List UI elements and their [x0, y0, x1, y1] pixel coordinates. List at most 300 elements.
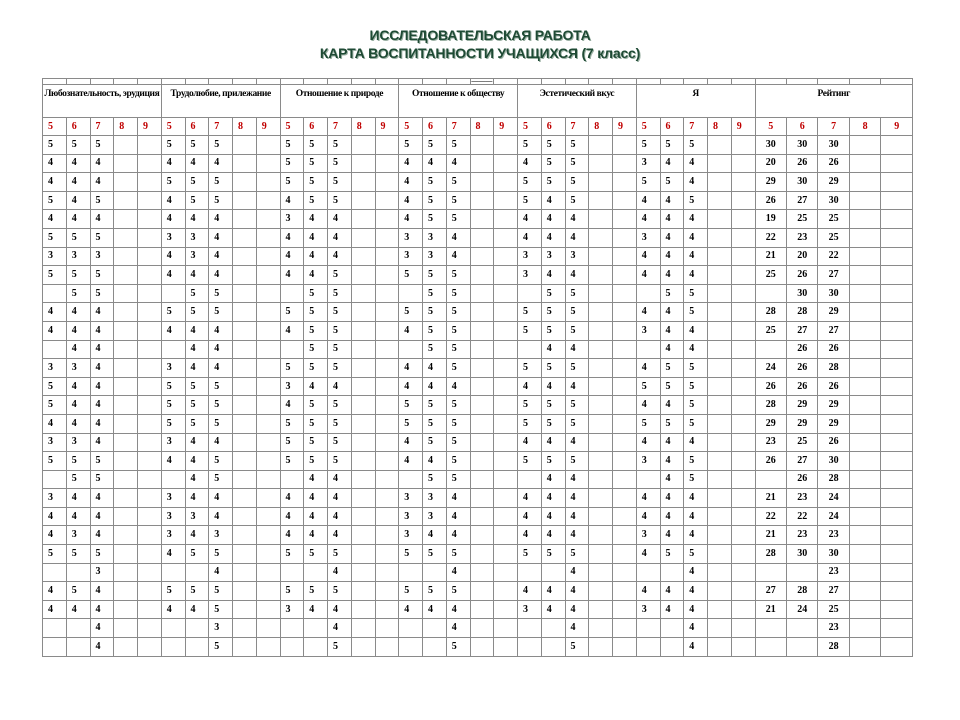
score-cell: 27: [755, 582, 786, 601]
score-cell: 5: [90, 191, 114, 210]
score-cell: 30: [818, 452, 849, 471]
score-cell: [114, 619, 138, 638]
score-cell: 3: [66, 433, 90, 452]
score-cell: 23: [818, 563, 849, 582]
score-cell: [755, 470, 786, 489]
score-cell: 5: [446, 340, 470, 359]
score-cell: [423, 563, 447, 582]
score-cell: 5: [209, 191, 233, 210]
score-cell: 3: [636, 600, 660, 619]
score-cell: [541, 619, 565, 638]
score-cell: [881, 136, 913, 155]
score-cell: 4: [684, 582, 708, 601]
grade-header-cell: 7: [565, 118, 589, 136]
score-cell: [470, 582, 494, 601]
score-cell: 21: [755, 526, 786, 545]
score-cell: 5: [446, 414, 470, 433]
score-cell: 4: [161, 210, 185, 229]
score-cell: [351, 359, 375, 378]
score-cell: [708, 433, 732, 452]
score-cell: [351, 191, 375, 210]
score-cell: 4: [565, 526, 589, 545]
score-cell: [494, 489, 518, 508]
score-cell: [280, 470, 304, 489]
score-cell: 28: [818, 638, 849, 657]
score-cell: [881, 359, 913, 378]
score-cell: 4: [328, 507, 352, 526]
score-cell: 19: [755, 210, 786, 229]
score-cell: 24: [818, 507, 849, 526]
score-cell: [613, 470, 637, 489]
score-cell: [233, 545, 257, 564]
score-cell: 4: [684, 247, 708, 266]
score-cell: 4: [541, 600, 565, 619]
score-cell: 4: [660, 228, 684, 247]
score-cell: 4: [399, 600, 423, 619]
score-cell: [351, 470, 375, 489]
score-cell: 4: [541, 489, 565, 508]
score-cell: [351, 340, 375, 359]
score-cell: 5: [684, 377, 708, 396]
score-cell: [470, 340, 494, 359]
score-cell: 5: [90, 136, 114, 155]
score-cell: [881, 452, 913, 471]
score-cell: [518, 638, 542, 657]
score-cell: [114, 526, 138, 545]
score-cell: 4: [328, 600, 352, 619]
score-cell: 5: [399, 582, 423, 601]
score-cell: 5: [209, 638, 233, 657]
category-header: Эстетический вкус: [518, 85, 637, 118]
score-cell: 4: [66, 396, 90, 415]
score-cell: 4: [43, 154, 67, 173]
score-cell: [114, 228, 138, 247]
score-cell: [233, 136, 257, 155]
score-cell: 5: [541, 154, 565, 173]
score-cell: [161, 619, 185, 638]
score-cell: 5: [660, 284, 684, 303]
score-cell: 4: [541, 433, 565, 452]
grade-header-cell: 7: [90, 118, 114, 136]
grade-header-cell: 6: [185, 118, 209, 136]
score-cell: 4: [423, 452, 447, 471]
score-cell: 5: [399, 136, 423, 155]
score-cell: 4: [399, 210, 423, 229]
score-cell: [613, 582, 637, 601]
score-cell: [589, 228, 613, 247]
score-cell: [351, 452, 375, 471]
score-cell: 4: [185, 433, 209, 452]
score-cell: [755, 619, 786, 638]
score-cell: 5: [518, 321, 542, 340]
score-cell: [114, 377, 138, 396]
upbringing-map-table: [42, 78, 913, 657]
score-cell: [256, 173, 280, 192]
score-cell: [470, 284, 494, 303]
score-cell: 29: [786, 414, 817, 433]
score-cell: 5: [518, 303, 542, 322]
score-cell: 4: [541, 582, 565, 601]
score-cell: [786, 563, 817, 582]
score-cell: [114, 638, 138, 657]
score-cell: [613, 452, 637, 471]
top-mark: ———: [471, 78, 493, 85]
score-cell: [518, 563, 542, 582]
score-cell: 5: [423, 433, 447, 452]
score-cell: 4: [304, 470, 328, 489]
score-cell: 5: [328, 638, 352, 657]
score-cell: 3: [209, 619, 233, 638]
score-cell: 29: [786, 396, 817, 415]
score-cell: 5: [446, 359, 470, 378]
score-cell: 25: [786, 210, 817, 229]
score-cell: 22: [786, 507, 817, 526]
score-cell: [881, 600, 913, 619]
table-row: [43, 340, 913, 359]
score-cell: 26: [818, 433, 849, 452]
score-cell: [731, 489, 755, 508]
score-cell: [161, 284, 185, 303]
score-cell: [731, 340, 755, 359]
score-cell: 4: [209, 433, 233, 452]
score-cell: 4: [446, 507, 470, 526]
score-cell: 25: [818, 228, 849, 247]
score-cell: 4: [43, 600, 67, 619]
score-cell: [233, 210, 257, 229]
score-cell: 3: [541, 247, 565, 266]
score-cell: 3: [66, 526, 90, 545]
score-cell: 4: [90, 414, 114, 433]
grade-header-cell: 8: [589, 118, 613, 136]
table-row: [43, 600, 913, 619]
score-cell: 3: [636, 526, 660, 545]
score-cell: 25: [786, 433, 817, 452]
score-cell: 4: [90, 359, 114, 378]
score-cell: 5: [423, 414, 447, 433]
score-cell: [233, 507, 257, 526]
score-cell: [589, 284, 613, 303]
score-cell: [494, 600, 518, 619]
score-cell: [589, 507, 613, 526]
score-cell: [849, 489, 880, 508]
score-cell: 5: [684, 396, 708, 415]
score-cell: 4: [565, 507, 589, 526]
score-cell: [849, 284, 880, 303]
score-cell: [185, 638, 209, 657]
score-cell: 4: [185, 340, 209, 359]
score-cell: 5: [209, 600, 233, 619]
score-cell: [589, 191, 613, 210]
score-cell: 3: [423, 247, 447, 266]
score-cell: [518, 470, 542, 489]
score-cell: 3: [90, 563, 114, 582]
score-cell: 4: [209, 210, 233, 229]
score-cell: [636, 340, 660, 359]
score-cell: 4: [66, 414, 90, 433]
score-cell: [613, 433, 637, 452]
score-cell: 4: [43, 173, 67, 192]
score-cell: 3: [636, 321, 660, 340]
score-cell: [613, 228, 637, 247]
score-cell: [114, 433, 138, 452]
score-cell: [114, 396, 138, 415]
score-cell: [304, 619, 328, 638]
score-cell: [494, 173, 518, 192]
score-cell: 4: [185, 321, 209, 340]
table-row: [43, 582, 913, 601]
score-cell: [849, 321, 880, 340]
score-cell: 5: [328, 433, 352, 452]
score-cell: [881, 154, 913, 173]
score-cell: 4: [565, 470, 589, 489]
score-cell: 21: [755, 489, 786, 508]
score-cell: 5: [328, 396, 352, 415]
score-cell: 4: [684, 638, 708, 657]
score-cell: 4: [66, 191, 90, 210]
score-cell: 4: [660, 396, 684, 415]
score-cell: 5: [636, 414, 660, 433]
score-cell: 4: [636, 582, 660, 601]
score-cell: [138, 414, 162, 433]
score-cell: [636, 563, 660, 582]
score-cell: 5: [161, 396, 185, 415]
score-cell: 24: [755, 359, 786, 378]
score-cell: 3: [399, 489, 423, 508]
score-cell: [881, 247, 913, 266]
score-cell: [161, 340, 185, 359]
score-cell: [43, 340, 67, 359]
score-cell: 4: [43, 526, 67, 545]
score-cell: 4: [518, 526, 542, 545]
score-cell: 30: [786, 173, 817, 192]
grade-header-cell: 8: [708, 118, 732, 136]
score-cell: 4: [446, 526, 470, 545]
score-cell: 30: [786, 284, 817, 303]
score-cell: [375, 266, 399, 285]
score-cell: 5: [423, 582, 447, 601]
grade-header-cell: 9: [731, 118, 755, 136]
score-cell: [399, 340, 423, 359]
score-cell: 5: [446, 303, 470, 322]
score-cell: [138, 638, 162, 657]
score-cell: [731, 321, 755, 340]
score-cell: 22: [818, 247, 849, 266]
score-cell: 4: [684, 563, 708, 582]
score-cell: [256, 303, 280, 322]
score-cell: [138, 377, 162, 396]
score-cell: [185, 563, 209, 582]
score-cell: 20: [786, 247, 817, 266]
score-cell: [304, 638, 328, 657]
score-cell: 5: [446, 191, 470, 210]
score-cell: 5: [518, 414, 542, 433]
score-cell: 4: [660, 266, 684, 285]
score-cell: 3: [161, 507, 185, 526]
score-cell: 3: [43, 359, 67, 378]
score-cell: [470, 377, 494, 396]
score-cell: 3: [518, 247, 542, 266]
score-cell: 4: [684, 526, 708, 545]
score-cell: 4: [541, 377, 565, 396]
score-cell: [114, 303, 138, 322]
score-cell: 4: [90, 340, 114, 359]
score-cell: 5: [423, 321, 447, 340]
score-cell: 4: [304, 489, 328, 508]
table-row: [43, 507, 913, 526]
score-cell: 4: [43, 414, 67, 433]
score-cell: [494, 638, 518, 657]
score-cell: 4: [446, 154, 470, 173]
score-cell: 26: [786, 266, 817, 285]
score-cell: [613, 284, 637, 303]
score-cell: [114, 284, 138, 303]
table-row: [43, 545, 913, 564]
score-cell: 25: [755, 266, 786, 285]
score-cell: [731, 507, 755, 526]
score-cell: [613, 136, 637, 155]
score-cell: [470, 136, 494, 155]
score-cell: [589, 173, 613, 192]
score-cell: 5: [565, 359, 589, 378]
score-cell: [470, 228, 494, 247]
score-cell: [351, 489, 375, 508]
score-cell: [849, 210, 880, 229]
score-cell: 5: [90, 228, 114, 247]
score-cell: 3: [399, 507, 423, 526]
score-cell: [470, 619, 494, 638]
category-header: Я: [636, 85, 755, 118]
score-cell: 4: [423, 526, 447, 545]
score-cell: [233, 638, 257, 657]
score-cell: [161, 470, 185, 489]
score-cell: [849, 173, 880, 192]
score-cell: 4: [565, 210, 589, 229]
score-cell: [114, 340, 138, 359]
score-cell: 4: [328, 563, 352, 582]
score-cell: [351, 266, 375, 285]
score-cell: [589, 619, 613, 638]
score-cell: [256, 284, 280, 303]
score-cell: 5: [185, 173, 209, 192]
score-cell: [256, 266, 280, 285]
score-cell: 3: [518, 600, 542, 619]
score-cell: 5: [399, 396, 423, 415]
score-cell: [351, 247, 375, 266]
score-cell: 4: [90, 526, 114, 545]
score-cell: [399, 619, 423, 638]
score-cell: [114, 507, 138, 526]
score-cell: 4: [541, 191, 565, 210]
score-cell: [494, 545, 518, 564]
score-cell: 5: [636, 377, 660, 396]
score-cell: 3: [423, 507, 447, 526]
score-cell: 4: [90, 489, 114, 508]
score-cell: [494, 210, 518, 229]
score-cell: 5: [304, 359, 328, 378]
score-cell: 5: [161, 303, 185, 322]
score-cell: 5: [280, 414, 304, 433]
score-cell: 3: [161, 489, 185, 508]
score-cell: 5: [328, 582, 352, 601]
score-cell: [375, 173, 399, 192]
score-cell: 4: [636, 303, 660, 322]
score-cell: [256, 563, 280, 582]
score-cell: 5: [446, 433, 470, 452]
score-cell: [731, 266, 755, 285]
score-cell: 5: [161, 173, 185, 192]
score-cell: [708, 545, 732, 564]
score-cell: [755, 284, 786, 303]
score-cell: [708, 377, 732, 396]
score-cell: 5: [565, 452, 589, 471]
score-cell: [613, 191, 637, 210]
score-cell: 4: [636, 396, 660, 415]
score-cell: [470, 266, 494, 285]
score-cell: 5: [446, 396, 470, 415]
score-cell: 4: [541, 470, 565, 489]
score-cell: 5: [446, 470, 470, 489]
score-cell: 5: [423, 191, 447, 210]
score-cell: [256, 489, 280, 508]
score-cell: 5: [660, 545, 684, 564]
score-cell: 3: [185, 247, 209, 266]
score-cell: [233, 563, 257, 582]
score-cell: 28: [818, 359, 849, 378]
score-cell: [43, 470, 67, 489]
score-cell: [881, 507, 913, 526]
score-cell: [494, 266, 518, 285]
score-cell: 4: [423, 600, 447, 619]
score-cell: 3: [636, 452, 660, 471]
score-cell: 5: [518, 396, 542, 415]
score-cell: 4: [660, 247, 684, 266]
score-cell: [470, 303, 494, 322]
score-cell: 5: [328, 359, 352, 378]
score-cell: 5: [328, 136, 352, 155]
score-cell: [233, 433, 257, 452]
score-cell: 24: [786, 600, 817, 619]
score-cell: [613, 507, 637, 526]
score-cell: 4: [161, 452, 185, 471]
score-cell: 4: [209, 321, 233, 340]
score-cell: [731, 414, 755, 433]
score-cell: [494, 563, 518, 582]
score-cell: [613, 210, 637, 229]
score-cell: 4: [518, 154, 542, 173]
score-cell: 3: [209, 526, 233, 545]
score-cell: 3: [280, 600, 304, 619]
score-cell: 5: [185, 136, 209, 155]
score-cell: 5: [446, 284, 470, 303]
score-cell: [233, 377, 257, 396]
score-cell: 5: [684, 414, 708, 433]
score-cell: [613, 414, 637, 433]
score-cell: [470, 489, 494, 508]
grade-header-cell: 7: [818, 118, 849, 136]
table-row: [43, 284, 913, 303]
score-cell: [849, 600, 880, 619]
score-cell: [494, 154, 518, 173]
score-cell: 5: [541, 303, 565, 322]
grade-header-cell: 5: [43, 118, 67, 136]
category-header: Трудолюбие, прилежание: [161, 85, 280, 118]
grade-header-cell: 9: [613, 118, 637, 136]
score-cell: 5: [328, 340, 352, 359]
score-cell: [138, 228, 162, 247]
score-cell: [849, 154, 880, 173]
score-cell: [881, 266, 913, 285]
score-cell: [849, 452, 880, 471]
